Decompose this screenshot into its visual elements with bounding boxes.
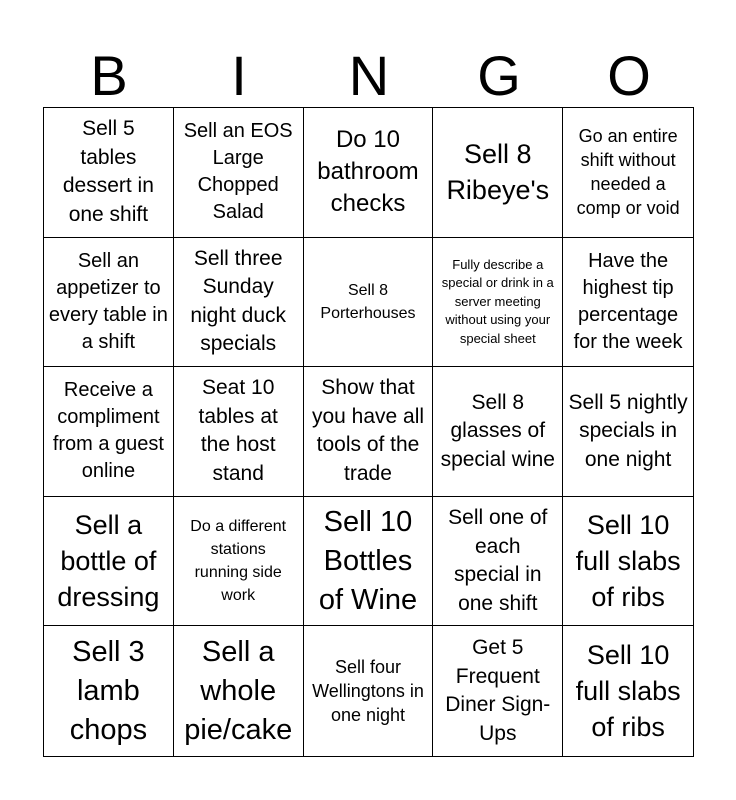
header-letter-b: B xyxy=(90,44,128,107)
bingo-cell-text: Sell 10 Bottles of Wine xyxy=(318,505,418,616)
bingo-cell[interactable] xyxy=(563,108,693,238)
bingo-cell[interactable] xyxy=(44,497,174,627)
header-letter-i: I xyxy=(231,44,247,107)
bingo-cell-text: Sell a bottle of dressing xyxy=(57,510,160,613)
bingo-cell[interactable] xyxy=(44,108,174,238)
bingo-cell[interactable] xyxy=(433,497,563,627)
bingo-cell[interactable] xyxy=(433,626,563,756)
bingo-cell-text: Sell 10 full slabs of ribs xyxy=(575,510,681,613)
bingo-cell-text: Show that you have all tools of the trade xyxy=(311,376,425,485)
bingo-cell[interactable] xyxy=(563,367,693,497)
bingo-cell-text: Sell 3 lamb chops xyxy=(69,635,148,746)
bingo-cell-text: Sell 10 full slabs of ribs xyxy=(575,640,681,743)
bingo-cell[interactable] xyxy=(433,238,563,368)
bingo-cell-text: Sell three Sunday night duck specials xyxy=(190,246,287,356)
bingo-cell[interactable] xyxy=(304,108,434,238)
bingo-cell[interactable] xyxy=(174,626,304,756)
bingo-cell-text: Seat 10 tables at the host stand xyxy=(198,376,278,485)
bingo-cell[interactable] xyxy=(174,108,304,238)
bingo-cell[interactable] xyxy=(174,497,304,627)
bingo-cell[interactable] xyxy=(304,497,434,627)
bingo-cell[interactable] xyxy=(44,238,174,368)
bingo-cell-text: Sell 5 nightly specials in one night xyxy=(568,390,688,471)
bingo-cell-text: Sell four Wellingtons in one night xyxy=(312,657,424,726)
bingo-cell-text: Have the highest tip percentage for the week xyxy=(573,249,683,353)
bingo-cell[interactable] xyxy=(563,238,693,368)
bingo-cell[interactable] xyxy=(563,626,693,756)
bingo-cell-text: Go an entire shift without needed a comp or void xyxy=(576,126,680,219)
bingo-cell[interactable] xyxy=(563,497,693,627)
bingo-cell-text: Sell 5 tables dessert in one shift xyxy=(62,117,154,226)
header-letter-g: G xyxy=(477,44,521,107)
bingo-cell[interactable] xyxy=(304,238,434,368)
bingo-cell-text: Sell 8 Ribeye's xyxy=(446,139,550,206)
bingo-cell-text: Sell one of each special in one shift xyxy=(448,506,548,615)
bingo-cell[interactable] xyxy=(44,626,174,756)
bingo-cell-text: Sell an appetizer to every table in a shift xyxy=(48,249,168,353)
bingo-cell[interactable] xyxy=(304,626,434,756)
header-letter-o: O xyxy=(607,44,651,107)
bingo-cell-text: Sell an EOS Large Chopped Salad xyxy=(183,120,293,224)
bingo-cell-text: Do 10 bathroom checks xyxy=(317,126,419,218)
bingo-cell[interactable] xyxy=(433,108,563,238)
bingo-cell[interactable] xyxy=(174,367,304,497)
bingo-cell-text: Get 5 Frequent Diner Sign-Ups xyxy=(445,636,551,745)
bingo-cell[interactable] xyxy=(44,367,174,497)
bingo-cell-text: Sell a whole pie/cake xyxy=(184,635,293,746)
bingo-cell-text: Sell 8 glasses of special wine xyxy=(440,390,555,471)
bingo-header xyxy=(44,44,694,108)
bingo-card xyxy=(43,107,694,757)
bingo-cell-text: Receive a compliment from a guest online xyxy=(52,379,164,483)
bingo-cell-text: Fully describe a special or drink in a server meeting without using your special sheet xyxy=(441,256,554,346)
header-letter-n: N xyxy=(348,44,390,107)
bingo-cell-text: Do a different stations running side work xyxy=(190,518,287,605)
bingo-cell[interactable] xyxy=(433,367,563,497)
bingo-cell-text: Sell 8 Porterhouses xyxy=(320,281,416,322)
bingo-cell[interactable] xyxy=(174,238,304,368)
bingo-cell[interactable] xyxy=(304,367,434,497)
